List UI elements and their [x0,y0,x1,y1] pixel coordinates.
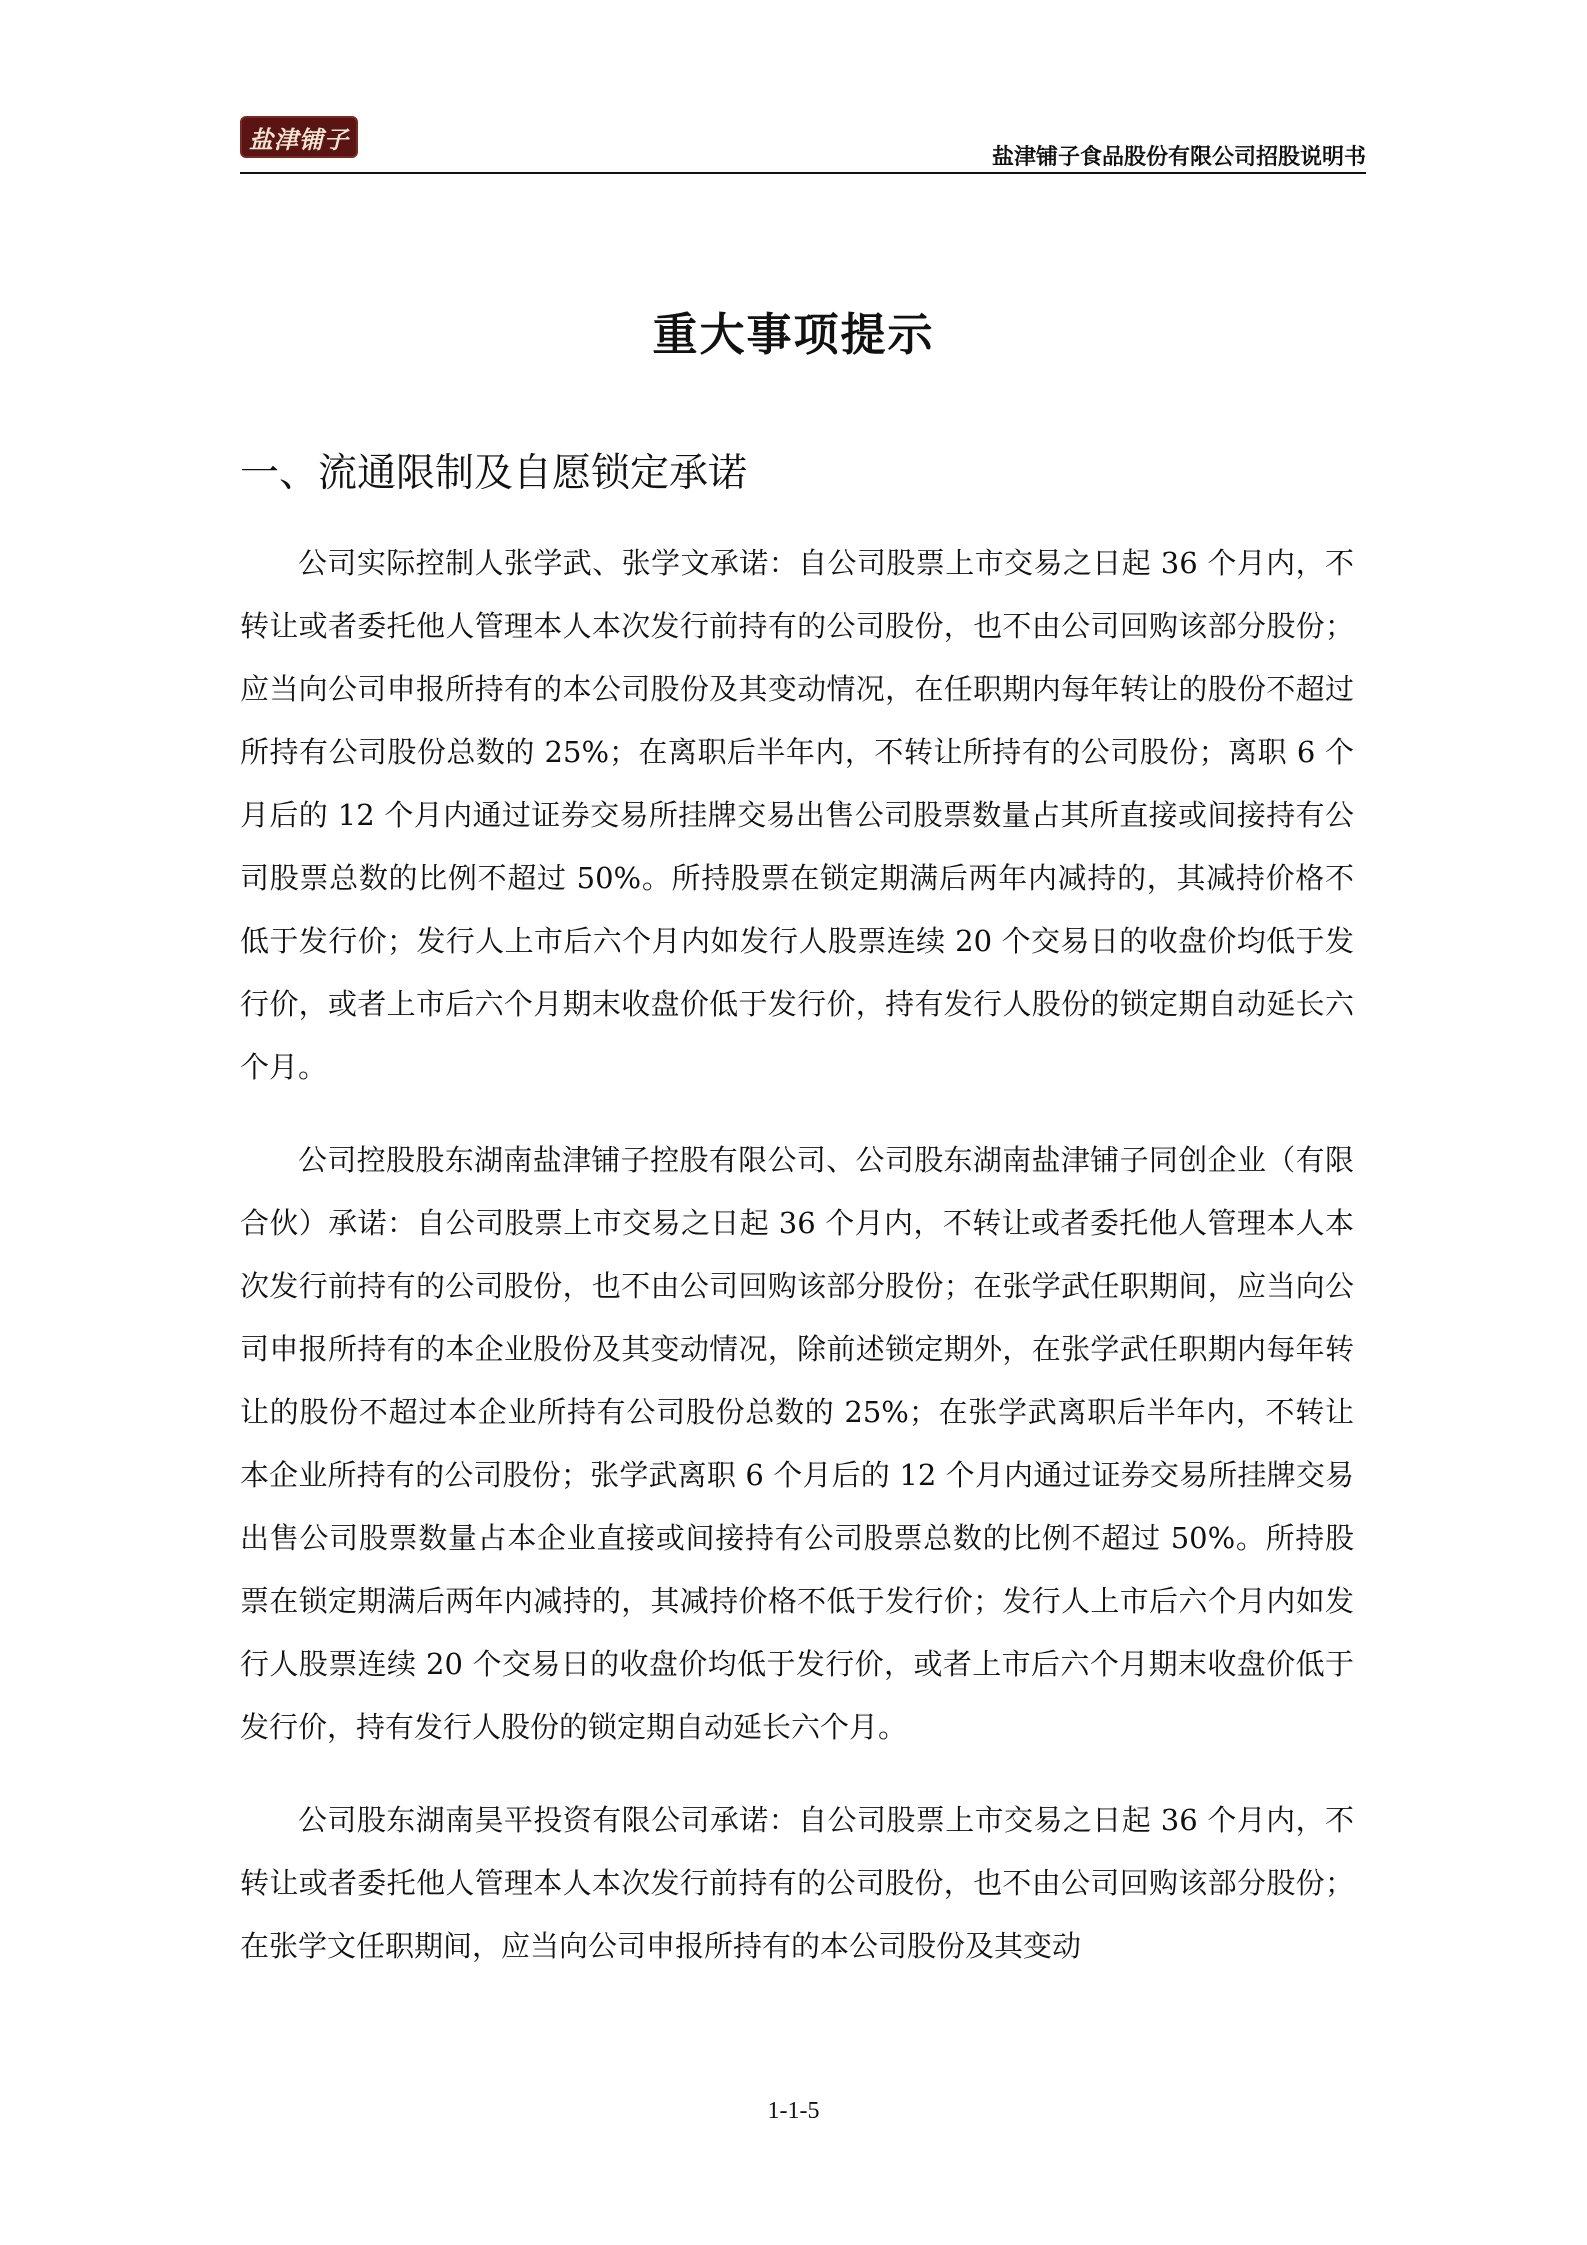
logo-text: 盐津铺子 [249,124,349,154]
section-heading: 一、流通限制及自愿锁定承诺 [240,451,748,496]
document-header-title: 盐津铺子食品股份有限公司招股说明书 [991,145,1366,170]
paragraph-haoping-commitment: 公司股东湖南昊平投资有限公司承诺：自公司股票上市交易之日起 36 个月内，不转让或者委托他人管理本人本次发行前持有的公司股份，也不由公司回购该部分股份；在张学文任职期间，应当向公司申报所持有的本公司股份及其变动 [240,1803,1354,1963]
paragraph-controller-commitment: 公司实际控制人张学武、张学文承诺：自公司股票上市交易之日起 36 个月内，不转让或者委托他人管理本人本次发行前持有的公司股份，也不由公司回购该部分股份；应当向公司申报所持有的本公司股份及其变动情况，在任职期内每年转让的股份不超过所持有公司股份总数的 25%；在离职后半年内，不转让所持有的公司股份；离职 6 个月后的 12 个月内通过证券交易所挂牌交易出售公司股票数量占其所直接或间接持有公司股票总数的比例不超过 50%。所持股票在锁定期满后两年内减持的，其减持价格不低于发行价；发行人上市后六个月内如发行人股票连续 20 个交易日的收盘价均低于发行价，或者上市后六个月期末收盘价低于发行价，持有发行人股份的锁定期自动延长六个月。 [240,546,1354,1084]
company-logo [240,116,358,158]
paragraph-shareholder-commitment: 公司控股股东湖南盐津铺子控股有限公司、公司股东湖南盐津铺子同创企业（有限合伙）承诺：自公司股票上市交易之日起 36 个月内，不转让或者委托他人管理本人本次发行前持有的公司股份，也不由公司回购该部分股份；在张学武任职期间，应当向公司申报所持有的本企业股份及其变动情况，除前述锁定期外，在张学武任职期内每年转让的股份不超过本企业所持有公司股份总数的 25%；在张学武离职后半年内，不转让本企业所持有的公司股份；张学武离职 6 个月后的 12 个月内通过证券交易所挂牌交易出售公司股票数量占本企业直接或间接持有公司股票总数的比例不超过 50%。所持股票在锁定期满后两年内减持的，其减持价格不低于发行价；发行人上市后六个月内如发行人股票连续 20 个交易日的收盘价均低于发行价，或者上市后六个月期末收盘价低于发行价，持有发行人股份的锁定期自动延长六个月。 [240,1143,1354,1744]
page-number: 1-1-5 [767,2098,820,2124]
page-title: 重大事项提示 [652,308,935,361]
document-body [240,532,1354,2008]
page-header [240,110,1366,174]
header-divider [240,172,1366,174]
